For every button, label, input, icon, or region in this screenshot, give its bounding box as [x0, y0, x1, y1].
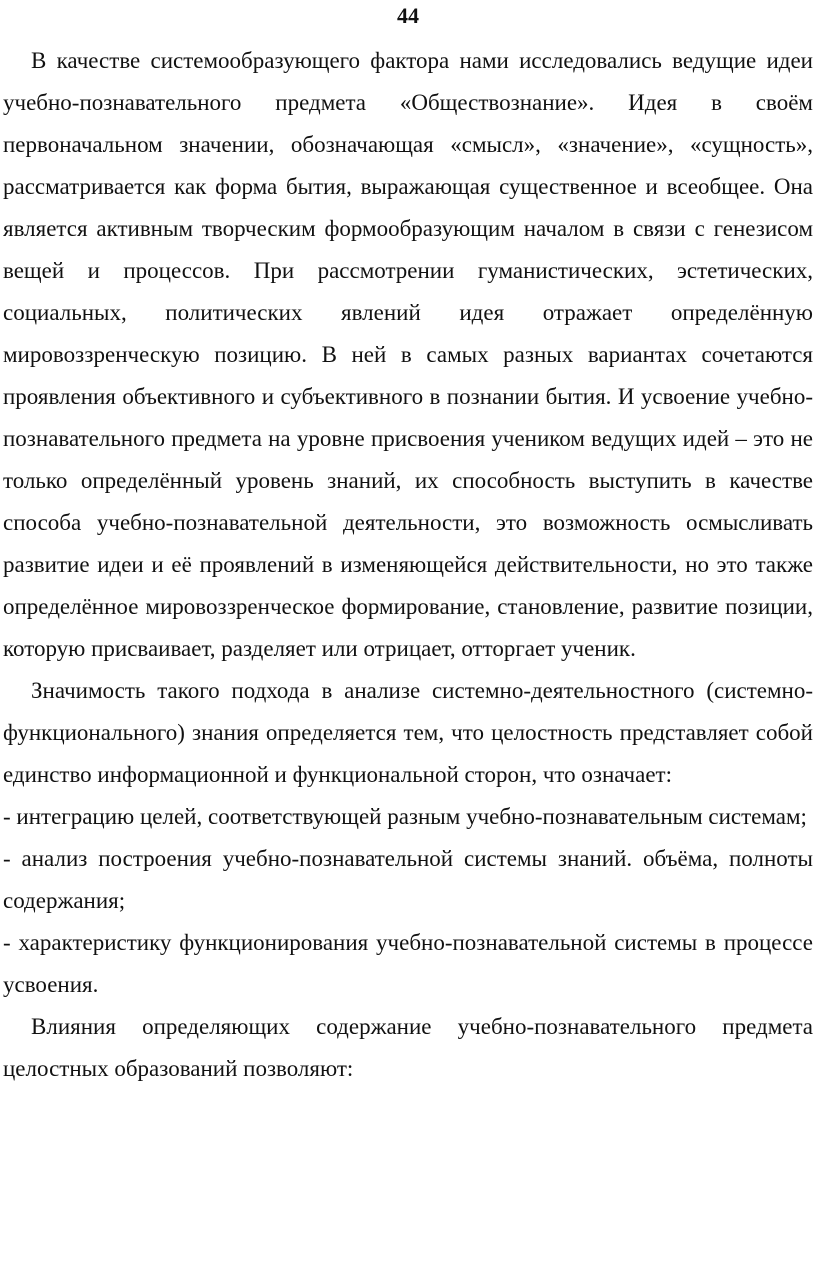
page-number: 44	[397, 3, 419, 28]
paragraph-significance: Значимость такого подхода в анализе системно-деятельностного (системно-функционального) знания определяется тем, что целостность представляет собой единство информационной и функциональной сторон, что означает:	[3, 678, 813, 787]
paragraph-ideas: В качестве системообразующего фактора нами исследовались ведущие идеи учебно-познавательного предмета «Обществознание». Идея в своём первоначальном значении, обозначающая «смысл», «значение», «сущность», рассматривается как форма бытия, выражающая существенное и всеобщее. Она является активным творческим формообразующим началом в связи с генезисом вещей и процессов. При рассмотрении гуманистических, эстетических, социальных, политических явлений идея отражает определённую мировоззренческую позицию. В ней в самых разных вариантах сочетаются проявления объективного и субъективного в познании бытия. И усвоение учебно-познавательного предмета на уровне присвоения учеником ведущих идей – это не только определённый уровень знаний, их способность выступить в качестве способа учебно-познавательной деятельности, это возможность осмысливать развитие идеи и её проявлений в изменяющейся действительности, но это также определённое мировоззренческое формирование, становление, развитие позиции, которую присваивает, разделяет или отрицает, отторгает ученик.	[3, 48, 813, 661]
paragraph-influences: Влияния определяющих содержание учебно-познавательного предмета целостных образований позволяют:	[3, 1014, 813, 1081]
list-item-integration: - интеграцию целей, соответствующей разным учебно-познавательным системам;	[3, 804, 807, 829]
list-item-characteristic: - характеристику функционирования учебно-познавательной системы в процессе усвоения.	[3, 930, 813, 997]
list-item-analysis: - анализ построения учебно-познавательной системы знаний. объёма, полноты содержания;	[3, 846, 813, 913]
